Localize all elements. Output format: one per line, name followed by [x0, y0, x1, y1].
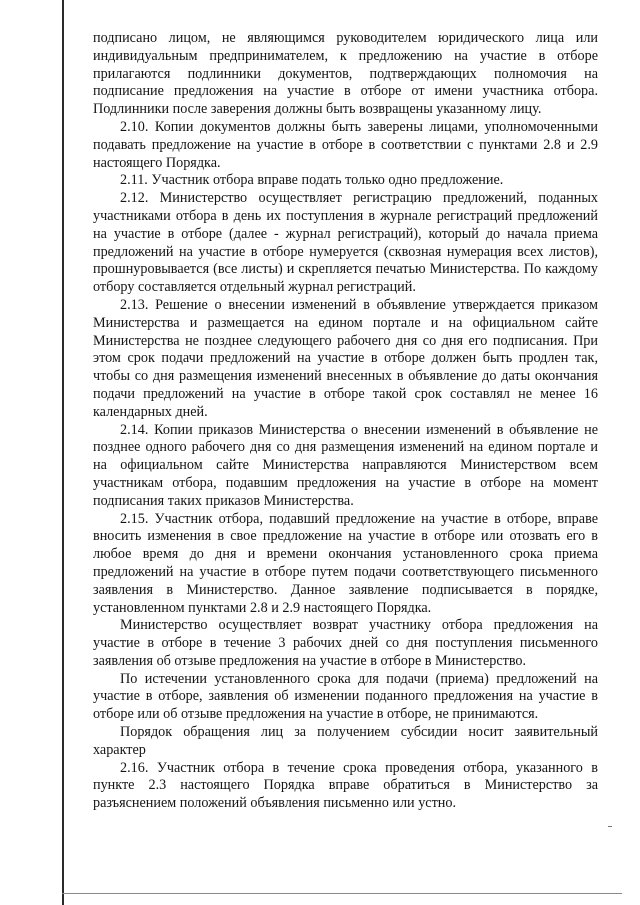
- scan-border-bottom: [62, 893, 622, 894]
- paragraph-2-10: 2.10. Копии документов должны быть заверены лицами, уполномоченными подавать предложение на участие в отборе в соответствии с пунктами 2.8 и 2.9 настоящего Порядка.: [93, 118, 598, 171]
- paragraph-deadline-expiry: По истечении установленного срока для подачи (приема) предложений на участие в отборе, заявления об изменении поданного предложения на участие в отборе или об отзыве предложения на участие в отборе, не принимаются.: [93, 670, 598, 723]
- paragraph-return-proposal: Министерство осуществляет возврат участнику отбора предложения на участие в отборе в течение 3 рабочих дней со дня поступления письменного заявления об отзыве предложения на участие в отборе в Министерство.: [93, 617, 598, 669]
- document-page: [93, 30, 598, 813]
- paragraph-2-11: 2.11. Участник отбора вправе подать только одно предложение.: [120, 172, 504, 189]
- paragraph-2-15: 2.15. Участник отбора, подавший предложение на участие в отборе, вправе вносить изменения в свое предложение на участие в отборе или отозвать его в любое время до дня и времени окончания установленного срока приема предложений на участие в отборе путем подачи соответствующего письменного заявления в Министерство. Данное заявление подписывается в порядке, установленном пунктами 2.8 и 2.9 настоящего Порядка.: [93, 510, 598, 616]
- paragraph-2-16: 2.16. Участник отбора в течение срока проведения отбора, указанного в пункте 2.3 настоящего Порядка вправе обратиться в Министерство за разъяснением положений объявления письменно или устно.: [93, 759, 598, 812]
- paragraph-2-12: 2.12. Министерство осуществляет регистрацию предложений, поданных участниками отбора в день их поступления в журнале регистраций предложений на участие в отборе (далее - журнал регистраций), который до начала приема предложений на участие в отборе нумеруется (сквозная нумерация всех листов), прошнуровывается (все листы) и скрепляется печатью Министерства. По каждому отбору составляется отдельный журнал регистраций.: [93, 190, 598, 296]
- paragraph-2-14: 2.14. Копии приказов Министерства о внесении изменений в объявление не позднее одного рабочего дня со дня размещения изменений на едином портале и на официальном сайте Министерства направляются Министерством всем участникам отбора, подавшим предложения на участие в отборе на момент подписания таких приказов Министерства.: [93, 421, 598, 509]
- margin-mark: [608, 826, 612, 827]
- paragraph-2-13: 2.13. Решение о внесении изменений в объявление утверждается приказом Министерства и размещается на едином портале и на официальном сайте Министерства не позднее следующего рабочего дня со дня его подписания. При этом срок подачи предложений на участие в отборе должен быть продлен так, чтобы со дня размещения изменений внесенных в объявление до даты окончания подачи предложений на участие в отборе такой срок составлял не менее 16 календарных дней.: [93, 296, 598, 420]
- paragraph-application-order: Порядок обращения лиц за получением субсидии носит заявительный характер: [93, 724, 598, 758]
- paragraph-continuation: подписано лицом, не являющимся руководителем юридического лица или индивидуальным предпринимателем, к предложению на участие в отборе прилагаются подлинники документов, подтверждающих полномочия на подписание предложения на участие в отборе от имени участника отбора. Подлинники после заверения должны быть возвращены указанному лицу.: [93, 30, 598, 118]
- scan-border-left: [62, 0, 64, 905]
